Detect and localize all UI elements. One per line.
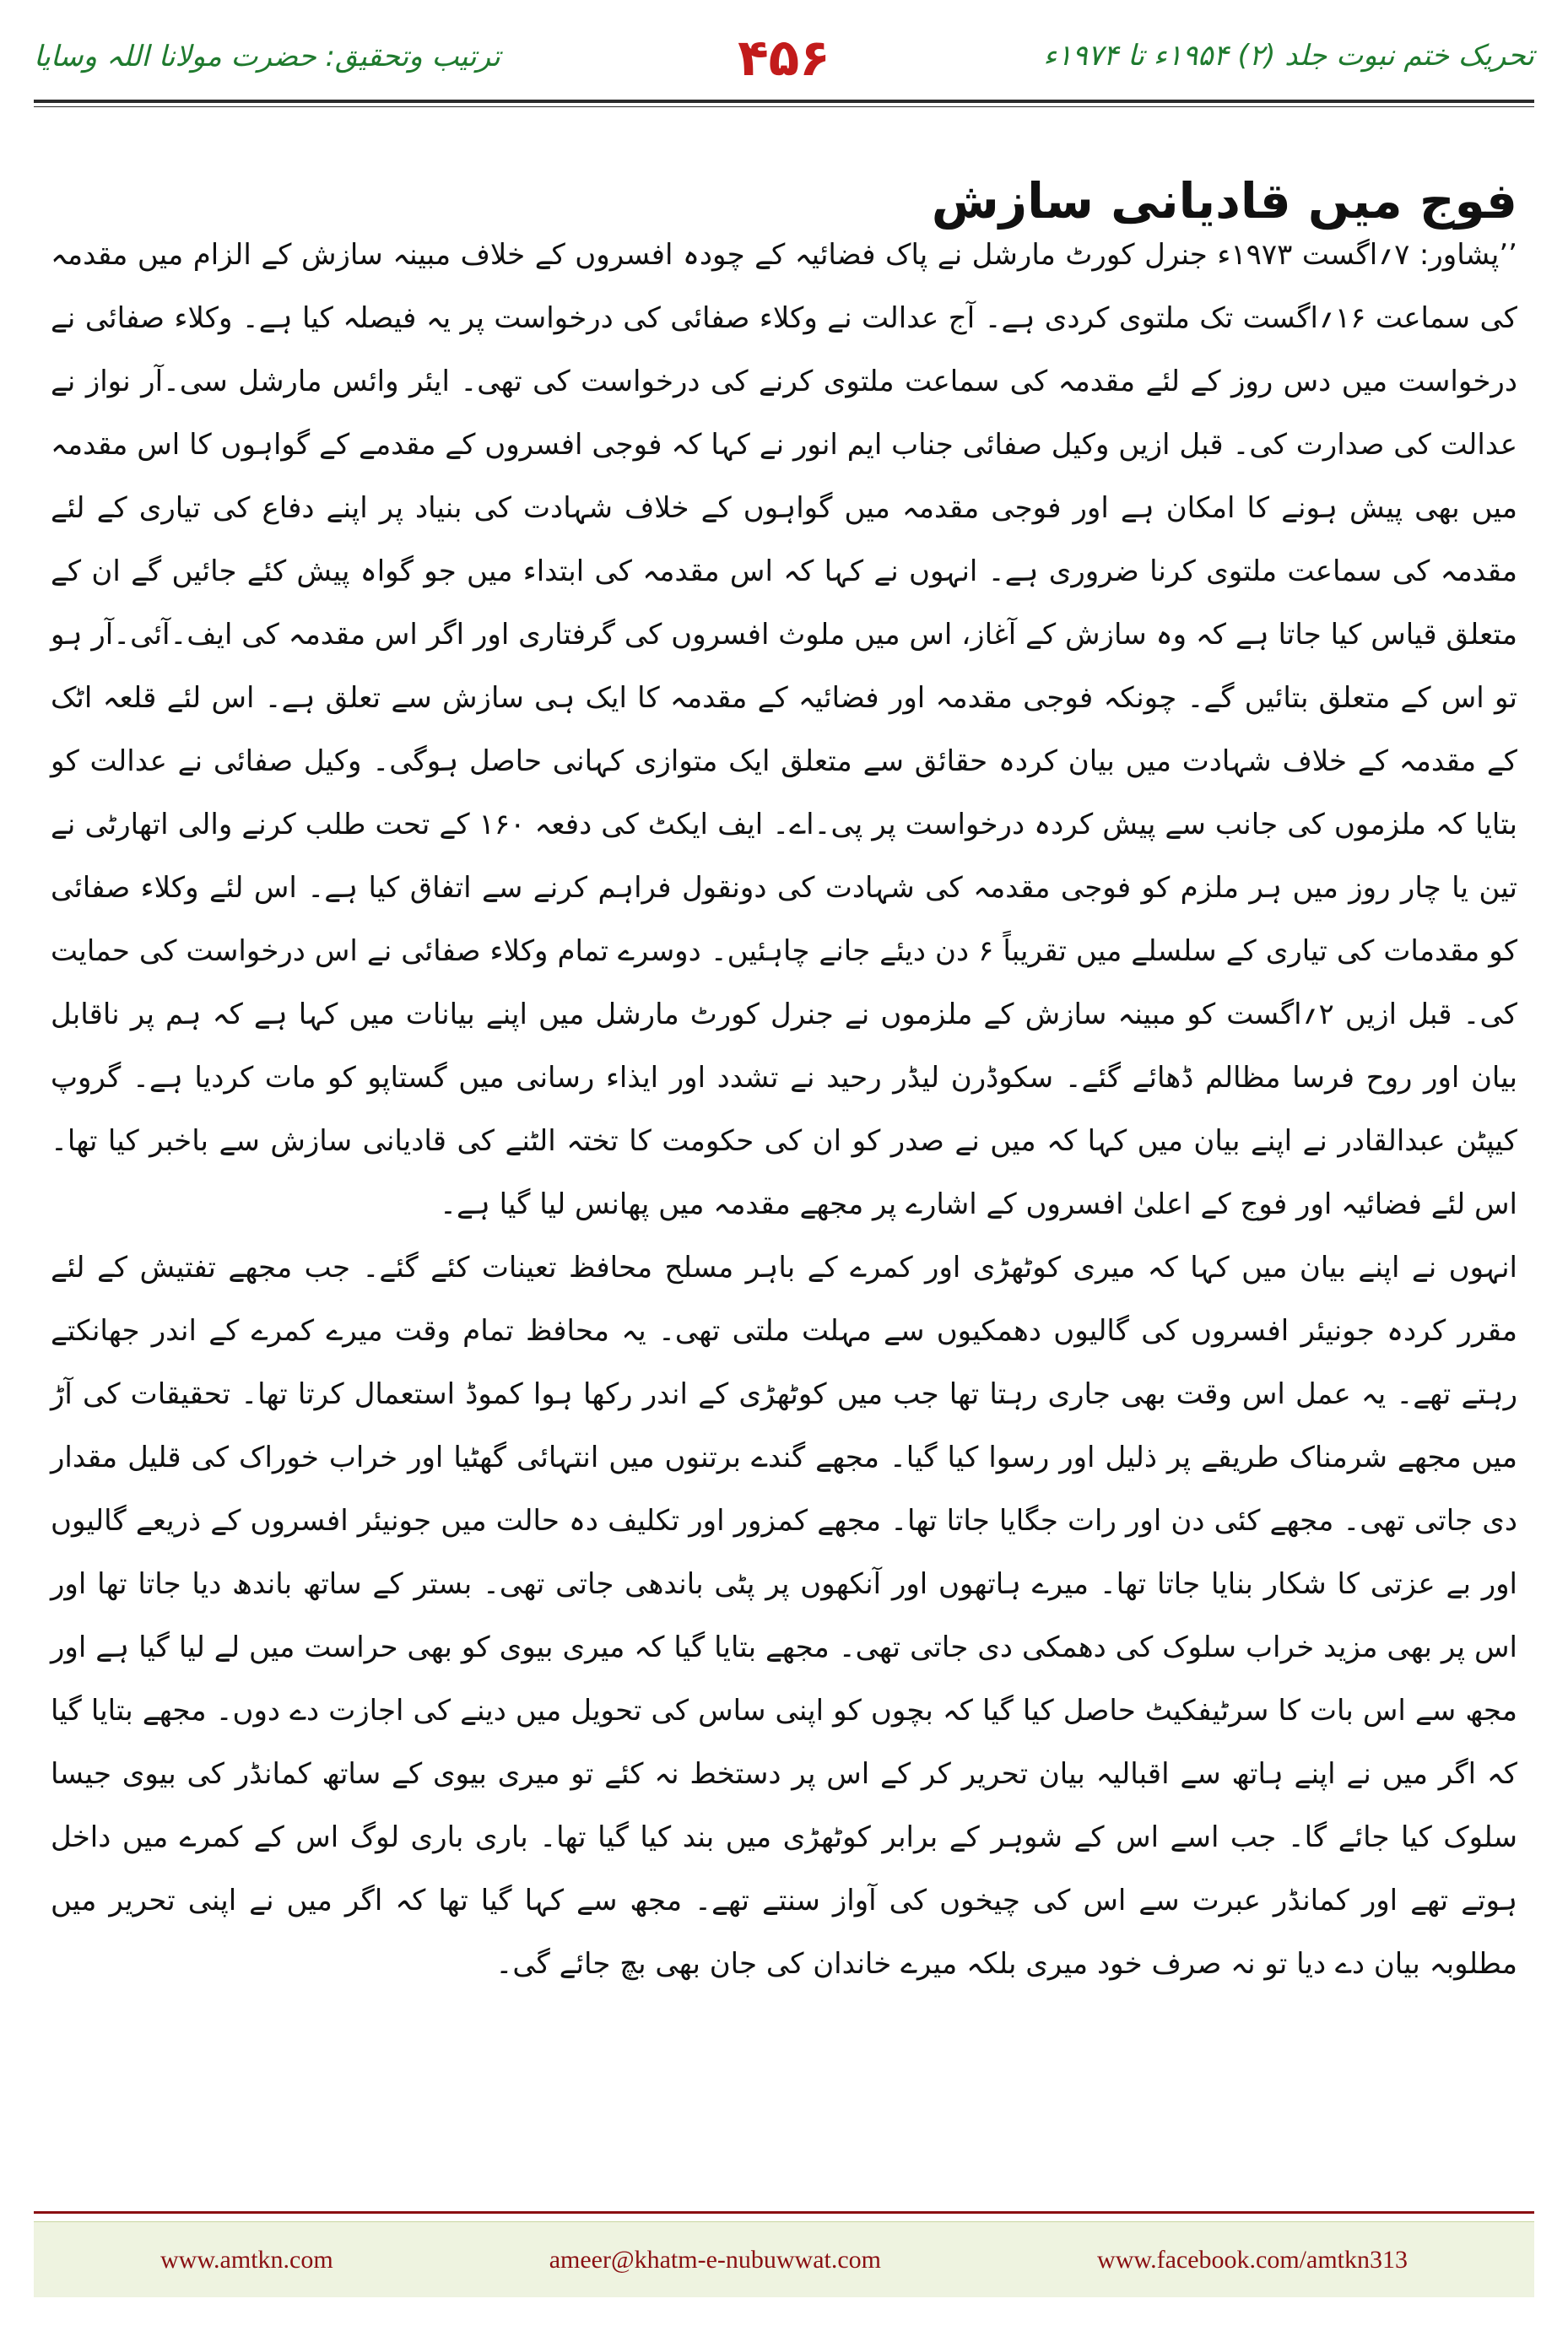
paragraph: انہوں نے اپنے بیان میں کہا کہ میری کوٹھڑی اور کمرے کے باہر مسلح محافظ تعینات کئے گئے۔ جب مجھے تفتیش کے لئے مقرر کردہ جونیئر افسروں کی گالیوں دھمکیوں سے مہلت ملتی تھی۔ یہ محافظ تمام وقت میرے کمرے کے اندر جھانکتے رہتے تھے۔ یہ عمل اس وقت بھی جاری رہتا تھا جب میں کوٹھڑی کے اندر رکھا ہوا کموڈ استعمال کرتا تھا۔ تحقیقات کی آڑ میں مجھے شرمناک طریقے پر ذلیل اور رسوا کیا گیا۔ مجھے گندے برتنوں میں انتہائی گھٹیا اور خراب خوراک کی قلیل مقدار دی جاتی تھی۔ مجھے کئی دن اور رات جگایا جاتا تھا۔ مجھے کمزور اور تکلیف دہ حالت میں جونیئر افسروں کے ذریعے گالیوں اور بے عزتی کا شکار بنایا جاتا تھا۔ میرے ہاتھوں اور آنکھوں پر پٹی باندھی جاتی تھی۔ بستر کے ساتھ باندھ دیا جاتا تھا اور اس پر بھی مزید خراب سلوک کی دھمکی دی جاتی تھی۔ مجھے بتایا گیا کہ میری بیوی کو بھی حراست میں لے لیا گیا ہے اور مجھ سے اس بات کا سرٹیفکیٹ حاصل کیا گیا کہ بچوں کو اپنی ساس کی تحویل میں دینے کی اجازت دے دوں۔ مجھے بتایا گیا کہ اگر میں نے اپنے ہاتھ سے اقبالیہ بیان تحریر کر کے اس پر دستخط نہ کئے تو میری بیوی کے ساتھ کمانڈر کی بیوی جیسا سلوک کیا جائے گا۔ جب اسے اس کے شوہر کے برابر کوٹھڑی میں بند کیا گیا تھا۔ باری باری لوگ اس کے کمرے میں داخل ہوتے تھے اور کمانڈر عبرت سے اس کی چیخوں کی آواز سنتے تھے۔ مجھ سے کہا گیا تھا کہ اگر میں نے اپنی تحریر میں مطلوبہ بیان دے دیا تو نہ صرف خود میری بلکہ میرے خاندان کی جان بھی بچ جائے گی۔ bbox=[51, 1251, 1517, 1981]
book-title: تحریک ختم نبوت جلد (۲) ۱۹۵۴ء تا ۱۹۷۴ء bbox=[1043, 39, 1534, 73]
article-title: فوج میں قادیانی سازش bbox=[931, 171, 1517, 230]
compiler-credit: ترتیب وتحقیق: حضرت مولانا اللہ وسایا bbox=[34, 40, 500, 73]
email-link[interactable]: ameer@khatm-e-nubuwwat.com bbox=[549, 2245, 882, 2274]
article-body bbox=[51, 224, 1517, 1996]
page-footer bbox=[34, 2221, 1534, 2297]
footer-rule bbox=[34, 2211, 1534, 2214]
page-header bbox=[34, 24, 1534, 100]
website-link[interactable]: www.amtkn.com bbox=[160, 2245, 333, 2274]
facebook-link[interactable]: www.facebook.com/amtkn313 bbox=[1097, 2245, 1408, 2274]
paragraph: ’’پشاور: ۷؍اگست ۱۹۷۳ء جنرل کورٹ مارشل نے پاک فضائیہ کے چودہ افسروں کے خلاف مبینہ سازش کے الزام میں مقدمہ کی سماعت ۱۶؍اگست تک ملتوی کردی ہے۔ آج عدالت نے وکلاء صفائی کی درخواست پر یہ فیصلہ کیا ہے۔ وکلاء صفائی نے درخواست میں دس روز کے لئے مقدمہ کی سماعت ملتوی کرنے کی درخواست کی تھی۔ ایئر وائس مارشل سی۔آر نواز نے عدالت کی صدارت کی۔ قبل ازیں وکیل صفائی جناب ایم انور نے کہا کہ فوجی افسروں کے مقدمے کے گواہوں کا اس مقدمہ میں بھی پیش ہونے کا امکان ہے اور فوجی مقدمہ میں گواہوں کے خلاف شہادت کی بنیاد پر اپنے دفاع کی تیاری کے لئے مقدمہ کی سماعت ملتوی کرنا ضروری ہے۔ انہوں نے کہا کہ اس مقدمہ کی ابتداء میں جو گواہ پیش کئے جائیں گے ان کے متعلق قیاس کیا جاتا ہے کہ وہ سازش کے آغاز، اس میں ملوث افسروں کی گرفتاری اور اگر اس مقدمہ کی ایف۔آئی۔آر ہو تو اس کے متعلق بتائیں گے۔ چونکہ فوجی مقدمہ اور فضائیہ کے مقدمہ کا ایک ہی سازش سے تعلق ہے۔ اس لئے قلعہ اٹک کے مقدمہ کے خلاف شہادت میں بیان کردہ حقائق سے متعلق ایک متوازی کہانی حاصل ہوگی۔ وکیل صفائی نے عدالت کو بتایا کہ ملزموں کی جانب سے پیش کردہ درخواست پر پی۔اے۔ ایف ایکٹ کی دفعہ ۱۶۰ کے تحت طلب کرنے والی اتھارٹی نے تین یا چار روز میں ہر ملزم کو فوجی مقدمہ کی شہادت کی دونقول فراہم کرنے سے اتفاق کیا ہے۔ اس لئے وکلاء صفائی کو مقدمات کی تیاری کے سلسلے میں تقریباً ۶ دن دیئے جانے چاہئیں۔ دوسرے تمام وکلاء صفائی نے اس درخواست کی حمایت کی۔ قبل ازیں ۲؍اگست کو مبینہ سازش کے ملزموں نے جنرل کورٹ مارشل میں اپنے بیانات میں کہا ہے کہ ہم پر ناقابل بیان اور روح فرسا مظالم ڈھائے گئے۔ سکوڈرن لیڈر رحید نے تشدد اور ایذاء رسانی میں گستاپو کو مات کردیا ہے۔ گروپ کیپٹن عبدالقادر نے اپنے بیان میں کہا کہ میں نے صدر کو ان کی حکومت کا تختہ الٹنے کی قادیانی سازش سے باخبر کیا تھا۔ اس لئے فضائیہ اور فوج کے اعلیٰ افسروں کے اشارے پر مجھے مقدمہ میں پھانس لیا گیا ہے۔ bbox=[51, 238, 1517, 1221]
page-number: ۴۵۶ bbox=[738, 29, 830, 88]
header-rule bbox=[34, 100, 1534, 103]
header-rule-thin bbox=[34, 106, 1534, 107]
